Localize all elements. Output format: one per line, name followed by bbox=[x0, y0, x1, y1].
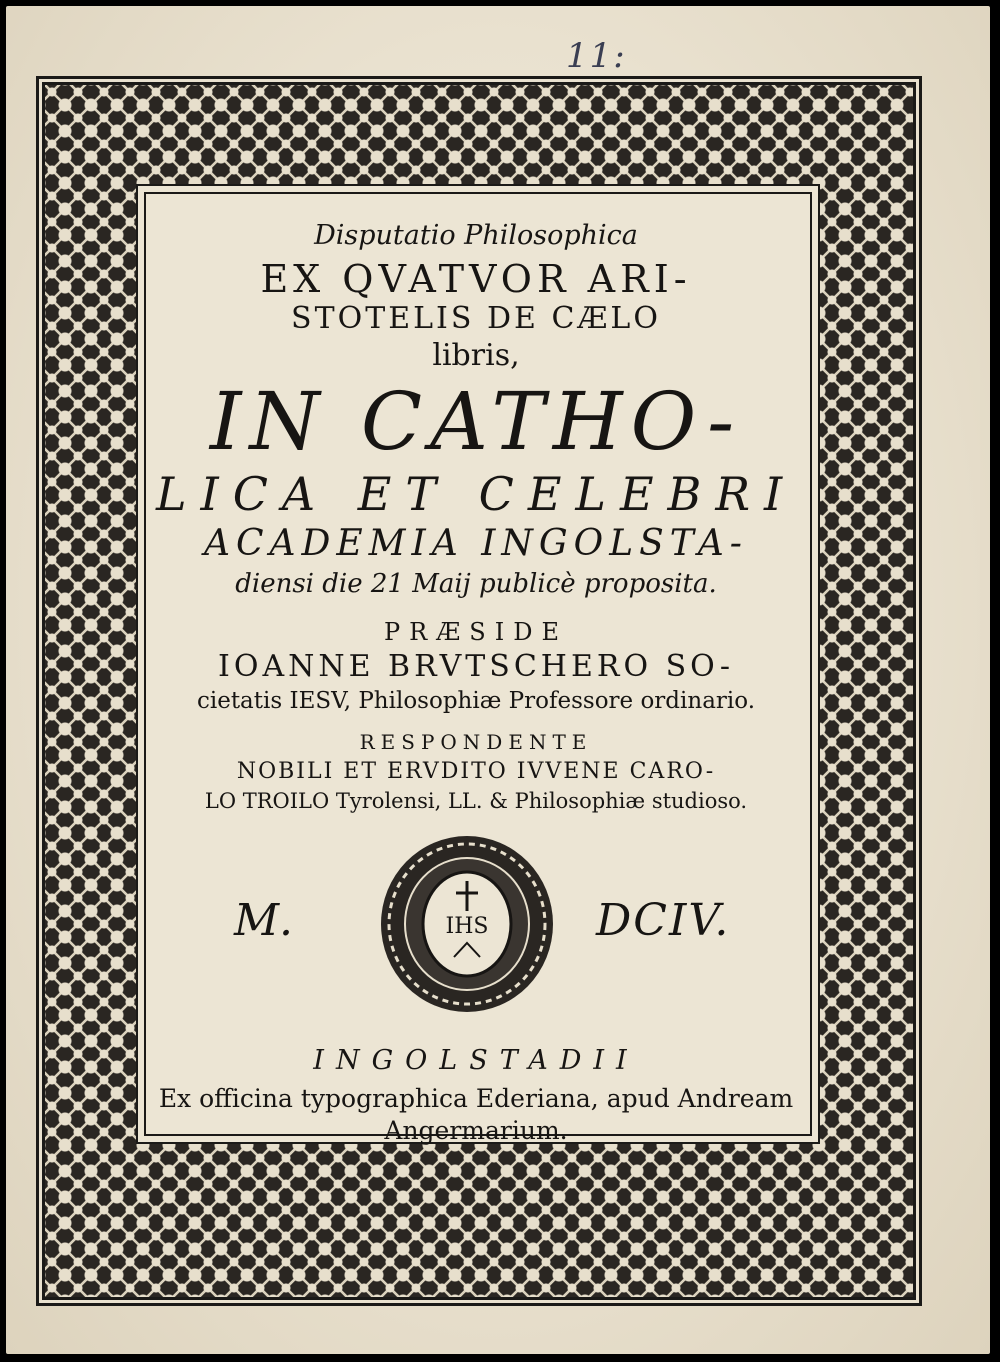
respondente-heading: RESPONDENTE bbox=[359, 730, 593, 754]
title-line-date: diensi die 21 Maij publicè proposita. bbox=[235, 569, 717, 599]
imprint-printer-line-1: Ex officina typographica Ederiana, apud Andream bbox=[158, 1084, 794, 1113]
title-line-in-catho: IN CATHO- bbox=[209, 375, 743, 468]
title-line-ex-quatuor: EX QVATVOR ARI- bbox=[260, 257, 692, 301]
respondent-line-2: LO TROILO Tyrolensi, LL. & Philosophiæ studioso. bbox=[204, 789, 748, 813]
emblem-row bbox=[156, 831, 796, 1021]
year-left: M. bbox=[234, 895, 294, 946]
respondent-line-1: NOBILI ET ERVDITO IVVENE CARO- bbox=[236, 759, 716, 784]
title-line-libris: libris, bbox=[432, 338, 520, 373]
praeses-name: IOANNE BRVTSCHERO SO- bbox=[218, 649, 734, 684]
title-line-lica: LICA ET CELEBRI bbox=[156, 467, 797, 521]
page-sheet bbox=[6, 6, 990, 1354]
praeside-heading: PRÆSIDE bbox=[384, 618, 568, 646]
manuscript-note: 11: bbox=[566, 36, 627, 76]
title-line-academia: ACADEMIA INGOLSTA- bbox=[204, 523, 748, 564]
year-right: DCIV. bbox=[596, 895, 731, 946]
emblem-monogram: IHS bbox=[445, 914, 489, 939]
imprint-printer-line-2: Angermarium. bbox=[384, 1116, 568, 1145]
title-page-text bbox=[156, 202, 797, 1145]
title-line-stotelis: STOTELIS DE CÆLO bbox=[291, 301, 661, 336]
praeses-title: cietatis IESV, Philosophiæ Professore ordinario. bbox=[196, 688, 756, 714]
imprint-place: INGOLSTADII bbox=[313, 1045, 639, 1076]
title-line-disputatio: Disputatio Philosophica bbox=[314, 220, 638, 251]
ihs-emblem-icon bbox=[374, 831, 560, 1017]
